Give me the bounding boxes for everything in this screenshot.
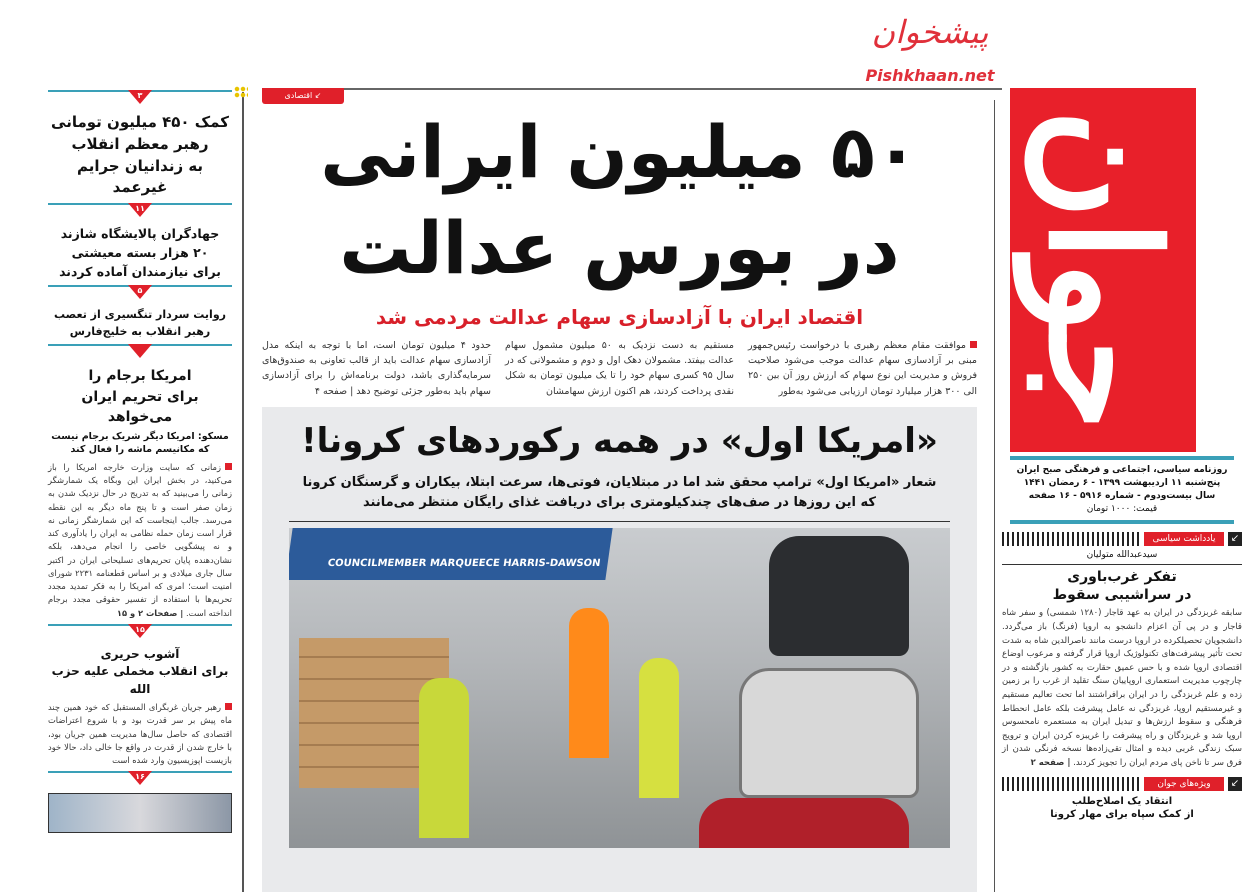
section-tag-economic <box>262 88 344 104</box>
section-tag-political-note: یادداشت سیاسی <box>1144 532 1224 546</box>
section-rule <box>48 771 232 787</box>
note-body-text: سابقه غربزدگی در ایران به عهد قاجار (۱۲۸۰ شمسی) و سفر شاه قاجار و در پی آن اعزام دانشجو به اروپا (فرنگ) باز می‌گردد. دانشجویان تحصیلکرده در اروپا درست مانند ناصرالدین شاه به شدت تحت تأثیر پیشرفت‌های تکنولوژیک اروپا قرار گرفته و مرعوب اوضاع اقتصادی اروپا شده و با حس عمیق حقارت به کشور بازگشته و در چارچوب مدیریت استعماری اروپاییان سنگ تقلید از غرب را بر زمین زده و علم غربزدگی را در ایران برافراشتند اما تحت تعالیم مستقیم و غیرمستقیم اروپا، غربزدگی نه عامل پیشرفت بلکه عامل انحطاط فرهنگی و سقوط ارزش‌ها و تبدیل ایران به مستعمره نامحسوس اروپا شد و غربزدگان و راه پیشرفت را غریبزه کردن ایران و ترویج سبک زندگی غربی دیده و امثال تقی‌زاده‌ها نسخه فرنگی شدن از فرق سر تا ناخن پای مردم ایران را تجویز کردند. <box>1002 608 1242 768</box>
main-subheadline: اقتصاد ایران با آزادسازی سهام عدالت مردمی شد <box>375 305 864 329</box>
note-page-ref[interactable]: | صفحه ۲ <box>1030 757 1071 768</box>
page-marker: ۱۶ <box>128 771 152 785</box>
page-marker: ۱۱ <box>128 203 152 217</box>
column-text: موافقت مقام معظم رهبری با درخواست رئیس‌جمهور مبنی بر آزادسازی سهام عدالت موجب می‌شود صلاحیت فروش و مدیریت این نوع سهام که ارزش روز آن بین ۲۵۰ الی ۳۰۰ هزار میلیارد تومان ارزیابی می‌شود به‌طور <box>748 340 977 397</box>
page-marker: ۱۵ <box>128 624 152 638</box>
headline-line-1: ۵۰ میلیون ایرانی <box>320 110 919 194</box>
left-item-3[interactable] <box>48 307 232 340</box>
title-line: آشوب حریری <box>100 646 180 661</box>
special-title-line: از کمک سپاه برای مهار کرونا <box>1050 808 1194 820</box>
title-line: برای نیازمندان آماده کردند <box>59 263 221 279</box>
feature-rule <box>289 521 950 522</box>
special-title[interactable] <box>1002 795 1242 821</box>
sub-line: مسکو: امریکا دیگر شریک برجام نیست <box>51 431 229 443</box>
left-story15-title[interactable] <box>48 646 232 698</box>
page-marker: ۳ <box>128 90 152 104</box>
photo-banner-text: COUNCILMEMBER MARQUEECE HARRIS-DAWSON <box>326 557 602 569</box>
info-line: قیمت: ۱۰۰۰ تومان <box>1086 504 1158 514</box>
title-line: کمک ۴۵۰ میلیون تومانی <box>51 113 229 131</box>
masthead-top-rule <box>1010 456 1234 460</box>
title-line: جهادگران پالایشگاه شازند <box>60 226 220 241</box>
info-line: سال بیست‌ودوم - شماره ۵۹۱۶ - ۱۶ صفحه <box>1028 491 1216 501</box>
note-title <box>1002 568 1242 604</box>
section-rule <box>48 285 232 301</box>
watermark-logo <box>855 4 1005 88</box>
title-line: امریکا برجام را <box>88 368 192 385</box>
bullet-icon <box>970 341 977 348</box>
left-lead-title[interactable] <box>48 366 232 427</box>
decorative-bars <box>1002 777 1140 791</box>
arrow-icon: ↙ <box>1228 532 1242 546</box>
lead-body-text: زمانی که سایت وزارت خارجه امریکا را باز می‌کنید، در بخش ایران این وبگاه یک شمارشگر زمانی را می‌بینید که به تدریج در حال نزدیک شدن به زمان صفر است و تا پنج ماه دیگر به این نقطه می‌رسد. جالب اینجاست که این شمارشگر زمانی نه قرار است زمان حمله نظامی به ایران را یادآوری کند و نه پیشگویی خاصی را انجام می‌دهد، بلکه نشان‌دهنده پایان تحریم‌های تسلیحاتی ایران در اکتبر سال جاری میلادی و بر اساس قطعنامه ۲۲۳۱ شورای امنیت است؛ امری که امریکا را به فکر تمدید مجدد تحریم‌ها با استفاده از تفسیر حقوقی مجدد برجام انداخته است. <box>48 461 232 618</box>
lead-marker <box>128 344 152 358</box>
main-headline <box>262 104 977 296</box>
left-lead-body <box>48 461 232 620</box>
title-line: به زندانیان جرایم غیرعمد <box>76 156 204 197</box>
left-story15-body <box>48 701 232 767</box>
photo-person <box>569 608 609 758</box>
headline-line-2: در بورس عدالت <box>339 206 900 290</box>
section-rule <box>48 624 232 640</box>
left-bottom-photo <box>48 793 232 833</box>
arrow-icon: ↙ <box>1228 777 1242 791</box>
note-body <box>1002 607 1242 770</box>
title-line: ۲۰ هزار بسته معیشتی <box>71 244 209 260</box>
political-note-header <box>1002 532 1242 546</box>
watermark-logo-fa: پیشخوان <box>871 13 989 51</box>
section-tag-label: اقتصادی <box>284 91 313 100</box>
decorative-bars <box>1002 532 1140 546</box>
title-line: برای تحریم ایران می‌خواهد <box>81 388 199 425</box>
feature-headline: «امریکا اول» در همه رکوردهای کرونا! <box>301 420 938 461</box>
bullet-icon <box>225 463 232 470</box>
lead-page-ref[interactable]: | صفحات ۲ و ۱۵ <box>116 607 184 618</box>
corner-dots-icon <box>234 86 248 98</box>
title-line: برای انقلاب مخملی علیه حزب الله <box>51 664 229 696</box>
story-body-text: رهبر جریان غربگرای المستقبل که خود همین چند ماه پیش بر سر قدرت بود و با شروع اعتراضات اقتصادی که حاصل سال‌ها مدیریت همین جریان بود، با خارج شدن از قدرت در واقع جا خالی داد، حالا خود بازیست اپوزیسیون وارد شده است <box>48 702 232 766</box>
left-item-1[interactable] <box>48 112 232 199</box>
info-line: پنج‌شنبه ۱۱ اردیبهشت ۱۳۹۹ - ۶ رمضان ۱۴۴۱ <box>1023 478 1221 488</box>
left-column <box>48 90 232 833</box>
special-header <box>1002 777 1242 791</box>
feature-box <box>262 407 977 892</box>
masthead-logo <box>1010 88 1196 452</box>
section-rule <box>48 90 232 106</box>
note-author: سیدعبدالله متولیان <box>1002 546 1242 565</box>
column-divider <box>994 100 995 892</box>
feature-photo <box>289 528 950 848</box>
section-rule <box>48 203 232 219</box>
watermark-logo-en: Pishkhaan.net <box>865 66 995 85</box>
section-tag-special: ویژه‌های جوان <box>1144 777 1224 791</box>
left-lead-sub <box>48 431 232 457</box>
photo-tent <box>289 528 613 580</box>
info-line: روزنامه سیاسی، اجتماعی و فرهنگی صبح ایران <box>1016 465 1228 475</box>
title-line: روایت سردار تنگسیری از تعصب <box>54 308 226 322</box>
arrow-icon: ↙ <box>314 91 322 100</box>
page-marker: ۵ <box>128 285 152 299</box>
title-line: رهبر انقلاب به خلیج‌فارس <box>69 324 211 338</box>
column-divider <box>242 92 244 892</box>
photo-person <box>419 678 469 838</box>
photo-car <box>769 536 909 656</box>
special-title-line: انتقاد یک اصلاح‌طلب <box>1071 795 1173 807</box>
title-line: رهبر معظم انقلاب <box>71 134 209 153</box>
photo-car <box>699 798 909 848</box>
right-column <box>1002 456 1242 821</box>
photo-person <box>639 658 679 798</box>
feature-sub-1: شعار «امریکا اول» ترامپ محقق شد اما در مبتلایان، فوتی‌ها، سرعت ابتلا، بیکاران و گرسنگان کرونا <box>302 474 937 490</box>
masthead-info <box>1010 464 1234 524</box>
main-column-3: حدود ۴ میلیون تومان است، اما با توجه به اینکه مدل آزادسازی سهام عدالت باید از قالب تعاونی به صندوق‌های سرمایه‌گذاری باشد، دولت برنامه‌اش را برای آزادسازی سهام باید به‌طور جزئی توضیح دهد | صفحه ۴ <box>262 340 492 397</box>
feature-sub-2: که این روزها در صف‌های چندکیلومتری برای دریافت غذای رایگان منتظر می‌مانند <box>363 494 876 510</box>
main-columns <box>262 338 977 399</box>
main-column-1 <box>748 338 977 399</box>
note-title-line: در سراشیبی سقوط <box>1052 587 1192 604</box>
note-title-line: تفکر غرب‌باوری <box>1067 569 1177 585</box>
masthead-logo-text: جوان <box>1015 108 1191 432</box>
left-item-2[interactable] <box>48 225 232 281</box>
section-rule <box>48 344 232 360</box>
sub-line: که مکانیسم ماشه را فعال کند <box>70 443 210 455</box>
main-column-2: مستقیم به دست نزدیک به ۵۰ میلیون مشمول سهام عدالت بیفتد. مشمولان دهک اول و دوم و مشمولانی که در سال ۹۵ کسری سهام خود را تا یک میلیون تومان به شکل نقدی پرداخت کردند، هم اکنون ارزش سهامشان <box>505 340 734 397</box>
bullet-icon <box>225 703 232 710</box>
main-column <box>262 88 977 892</box>
photo-car <box>739 668 919 798</box>
